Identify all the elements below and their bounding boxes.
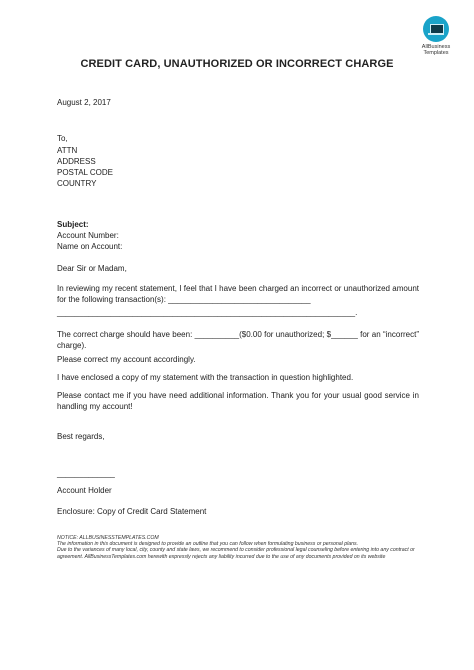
logo-line-2: Templates bbox=[423, 50, 449, 56]
company-logo bbox=[414, 16, 458, 56]
name-on-account-label: Name on Account: bbox=[57, 242, 123, 251]
logo-line-1: AllBusiness bbox=[421, 44, 451, 50]
letter-date: August 2, 2017 bbox=[57, 98, 111, 107]
paragraph-transaction-blank-line: ___________________________________________________________________. bbox=[57, 308, 358, 317]
paragraph-contact: Please contact me if you have need additional information. Thank you for your usual good service in handling my account! bbox=[57, 391, 419, 411]
paragraph-enclosed-statement: I have enclosed a copy of my statement with the transaction in question highlighted. bbox=[57, 373, 354, 382]
salutation: Dear Sir or Madam, bbox=[57, 264, 127, 273]
enclosure: Enclosure: Copy of Credit Card Statement bbox=[57, 507, 207, 516]
account-number-label: Account Number: bbox=[57, 231, 119, 240]
logo-text bbox=[414, 44, 458, 56]
paragraph-correct-charge: The correct charge should have been: __________($0.00 for unauthorized; $______ for an “incorrect” charge). bbox=[57, 330, 419, 350]
legal-notice bbox=[57, 535, 419, 560]
signer-title: Account Holder bbox=[57, 486, 112, 495]
notice-line-2: Due to the variances of many local, city, county and state laws, we recommend to consider professional legal counseling before entering into any contract or agreement. AllBusinessTemplates.com herewith expressly rejects any liability incurred due to the use of any documents provided on its website bbox=[57, 547, 415, 560]
closing: Best regards, bbox=[57, 432, 105, 441]
address-country: COUNTRY bbox=[57, 179, 97, 188]
notice-heading: NOTICE: ALLBUSINESSTEMPLATES.COM bbox=[57, 535, 159, 541]
paragraph-transaction: In reviewing my recent statement, I feel that I have been charged an incorrect or unauthorized amount for the following transaction(s): ________________________________ bbox=[57, 284, 419, 304]
address-to: To, bbox=[57, 134, 68, 143]
notice-line-1: The information in this document is designed to provide an outline that you can follow when formulating business or personal plans. bbox=[57, 541, 359, 548]
address-postal-code: POSTAL CODE bbox=[57, 168, 114, 177]
signature-line: _____________ bbox=[57, 469, 115, 478]
address-attn: ATTN bbox=[57, 146, 78, 155]
subject-label: Subject: bbox=[57, 220, 89, 229]
laptop-logo-icon bbox=[423, 16, 449, 42]
document-title: CREDIT CARD, UNAUTHORIZED OR INCORRECT CHARGE bbox=[80, 58, 394, 70]
paragraph-correct-account: Please correct my account accordingly. bbox=[57, 355, 196, 364]
address-line: ADDRESS bbox=[57, 157, 96, 166]
